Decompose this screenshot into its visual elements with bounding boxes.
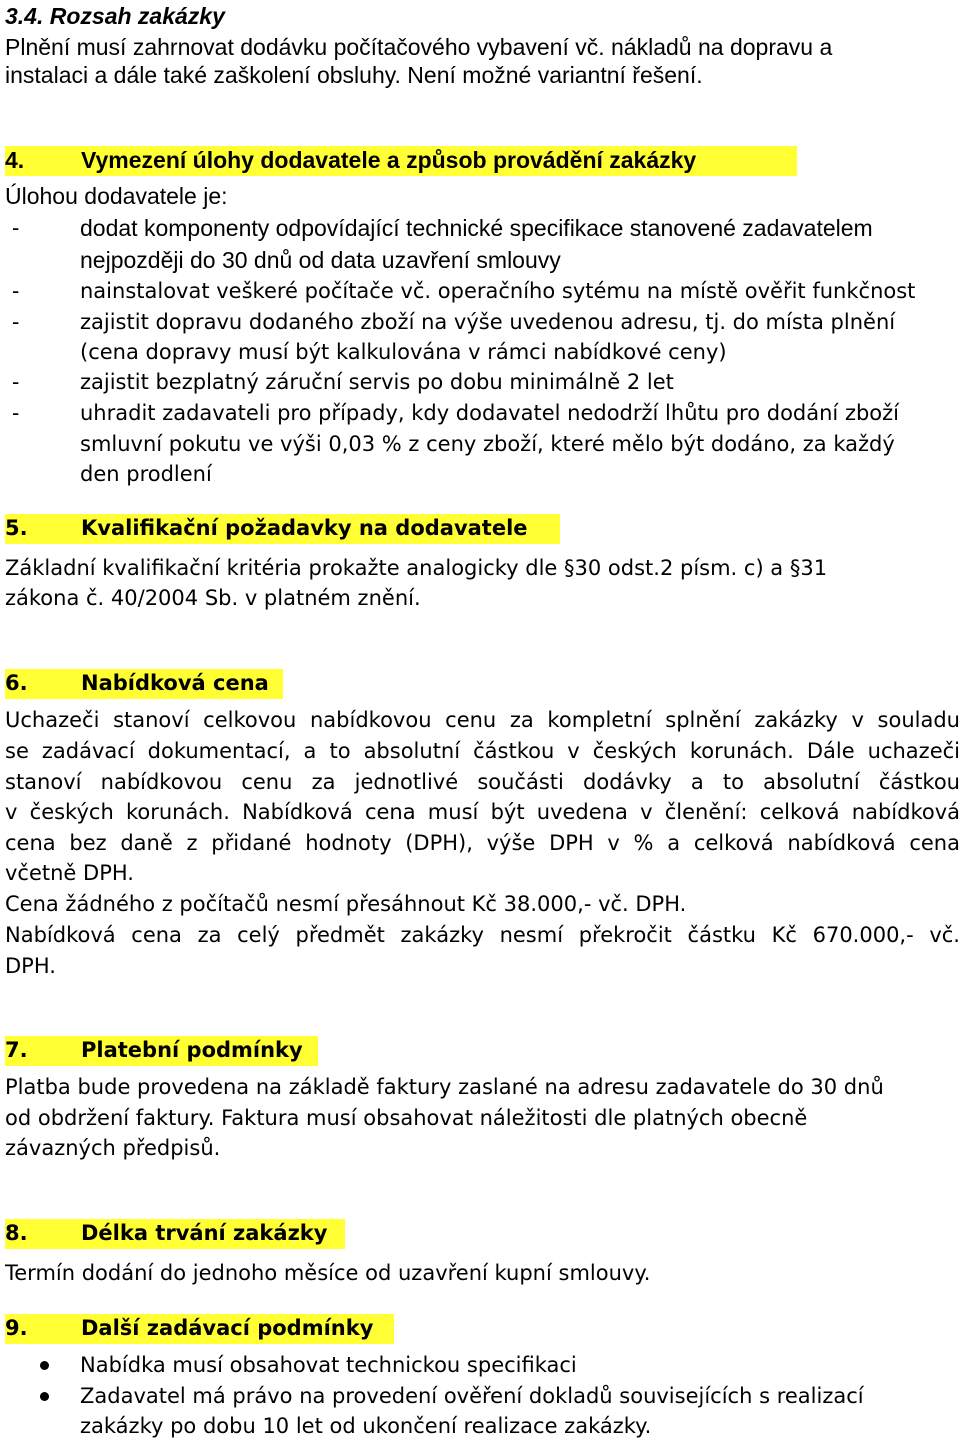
section-7-number: 7. [5,1038,28,1062]
section-3-4-line-2: instalaci a dále také zaškolení obsluhy. Není možné variantní řešení. [5,62,703,88]
section-7-line-2: od obdržení faktury. Faktura musí obsahovat náležitosti dle platných obecně [5,1106,808,1130]
section-8-number: 8. [5,1221,28,1245]
section-6-para-1-line-1: Uchazeči stanoví celkovou nabídkovou cenu za kompletní splnění zakázky v souladu [5,708,960,732]
section-8-line: Termín dodání do jednoho měsíce od uzavření kupní smlouvy. [5,1261,651,1285]
bullet-item-2-line-2: zakázky po dobu 10 let od ukončení realizace zakázky. [80,1414,652,1438]
list-item-5-line-1: uhradit zadavateli pro případy, kdy dodavatel nedodrží lhůtu pro dodání zboží [80,401,899,425]
section-3-4-line-1: Plnění musí zahrnovat dodávku počítačového vybavení vč. nákladů na dopravu a [5,34,833,60]
list-item-4-line-1: zajistit bezplatný záruční servis po dobu minimálně 2 let [80,370,674,394]
section-6-para-1-line-5: cena bez daně z přidané hodnoty (DPH), výše DPH v % a celková nabídková cena [5,831,960,855]
list-item-1-line-1: dodat komponenty odpovídající technické specifikace stanovené zadavatelem [80,215,873,241]
section-4-heading [5,146,797,176]
bullet-item-1-line-1: Nabídka musí obsahovat technickou specifikaci [80,1353,577,1377]
list-item-5-line-2: smluvní pokutu ve výši 0,03 % z ceny zboží, které mělo být dodáno, za každý [80,432,895,456]
section-9-title: Další zadávací podmínky [81,1316,374,1340]
list-item-3-line-2: (cena dopravy musí být kalkulována v rámci nabídkové ceny) [80,340,727,364]
section-6-para-1-line-3: stanoví nabídkovou cenu za jednotlivé součásti dodávky a to absolutní částkou [5,770,960,794]
section-4-title: Vymezení úlohy dodavatele a způsob provádění zakázky [81,147,697,173]
section-4-number: 4. [5,147,25,173]
list-dash: - [12,278,20,303]
section-6-para-1-line-2: se zadávací dokumentací, a to absolutní částkou v českých korunách. Dále uchazeči [5,739,960,763]
section-6-para-3-line-2: DPH. [5,954,56,978]
list-item-2-line-1: nainstalovat veškeré počítače vč. operačního sytému na místě ověřit funkčnost [80,279,916,303]
list-dash: - [12,215,20,240]
section-9-heading [5,1314,394,1344]
section-9-number: 9. [5,1316,28,1340]
section-6-heading [5,669,283,699]
list-dash: - [12,400,20,425]
section-3-4-heading: 3.4. Rozsah zakázky [5,3,225,29]
section-7-heading [5,1036,318,1066]
section-6-para-2: Cena žádného z počítačů nesmí přesáhnout Kč 38.000,- vč. DPH. [5,892,687,916]
bullet-dot [40,1392,49,1401]
section-5-line-2: zákona č. 40/2004 Sb. v platném znění. [5,586,421,610]
section-8-heading [5,1219,345,1249]
bullet-dot [40,1361,49,1370]
list-item-1-line-2: nejpozději do 30 dnů od data uzavření smlouvy [80,247,561,273]
section-6-number: 6. [5,671,28,695]
list-item-3-line-1: zajistit dopravu dodaného zboží na výše uvedenou adresu, tj. do místa plnění [80,310,896,334]
section-6-para-3-line-1: Nabídková cena za celý předmět zakázky nesmí překročit částku Kč 670.000,- vč. [5,923,960,947]
list-dash: - [12,369,20,394]
section-5-heading [5,514,560,544]
list-dash: - [12,309,20,334]
section-6-title: Nabídková cena [81,671,269,695]
section-7-title: Platební podmínky [81,1038,303,1062]
list-item-5-line-3: den prodlení [80,462,212,486]
section-7-line-1: Platba bude provedena na základě faktury zaslané na adresu zadavatele do 30 dnů [5,1075,884,1099]
section-5-number: 5. [5,516,28,540]
section-5-line-1: Základní kvalifikační kritéria prokažte analogicky dle §30 odst.2 písm. c) a §31 [5,556,828,580]
section-7-line-3: závazných předpisů. [5,1136,221,1160]
section-8-title: Délka trvání zakázky [81,1221,328,1245]
section-6-para-1-line-4: v českých korunách. Nabídková cena musí být uvedena v členění: celková nabídková [5,800,960,824]
bullet-item-2-line-1: Zadavatel má právo na provedení ověření dokladů souvisejících s realizací [80,1384,864,1408]
section-6-para-1-line-6: včetně DPH. [5,861,134,885]
section-5-title: Kvalifikační požadavky na dodavatele [81,516,528,540]
section-4-intro: Úlohou dodavatele je: [5,183,228,209]
